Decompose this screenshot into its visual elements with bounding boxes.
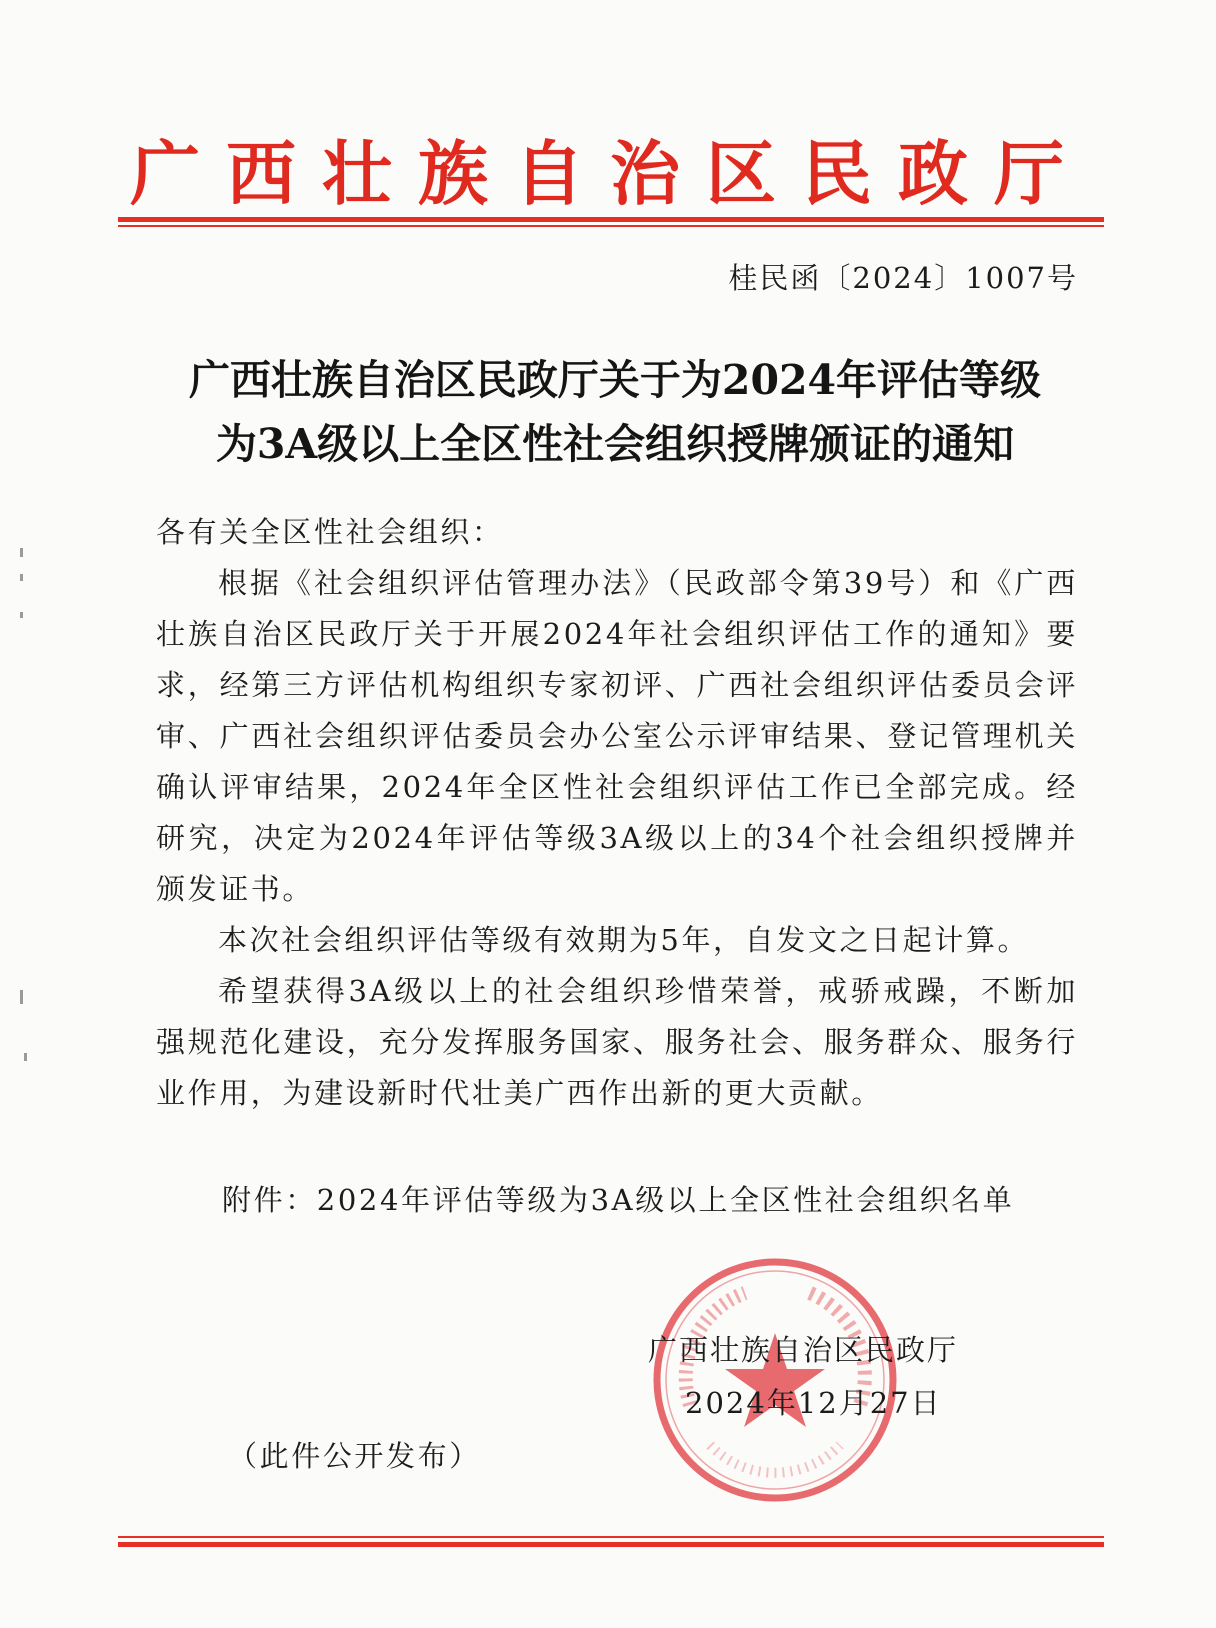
body-paragraph-2: 本次社会组织评估等级有效期为5年，自发文之日起计算。	[218, 923, 1030, 957]
title-line-2: 为3A级以上全区性社会组织授牌颁证的通知	[215, 420, 1015, 468]
document-number: 桂民函〔2024〕1007号	[728, 261, 1078, 295]
header-red-rule-thin	[118, 225, 1104, 227]
binding-hole-mark	[24, 1053, 27, 1061]
footer-red-rule-thin	[118, 1536, 1104, 1538]
body-paragraph-3: 希望获得3A级以上的社会组织珍惜荣誉，戒骄戒躁，不断加强规范化建设，充分发挥服务国家、服务社会、服务群众、服务行业作用，为建设新时代壮美广西作出新的更大贡献。	[156, 974, 1078, 1110]
title-line-1: 广西壮族自治区民政厅关于为2024年评估等级	[188, 356, 1042, 404]
binding-hole-mark	[20, 990, 23, 1004]
binding-hole-mark	[20, 612, 23, 618]
signature-date: 2024年12月27日	[685, 1386, 942, 1420]
document-title	[150, 348, 1080, 476]
binding-hole-mark	[20, 548, 23, 557]
signature-organization: 广西壮族自治区民政厅	[648, 1333, 959, 1367]
footer-red-rule-thick	[118, 1542, 1104, 1547]
attachment-line: 附件：2024年评估等级为3A级以上全区性社会组织名单	[222, 1183, 1015, 1217]
public-release-note: （此件公开发布）	[228, 1439, 481, 1473]
binding-hole-mark	[20, 574, 23, 581]
document-body	[156, 507, 1078, 1119]
body-paragraph-1: 根据《社会组织评估管理办法》（民政部令第39号）和《广西壮族自治区民政厅关于开展2024年社会组织评估工作的通知》要求，经第三方评估机构组织专家初评、广西社会组织评估委员会评审、广西社会组织评估委员会办公室公示评审结果、登记管理机关确认评审结果，2024年全区性社会组织评估工作已全部完成。经研究，决定为2024年评估等级3A级以上的34个社会组织授牌并颁发证书。	[156, 566, 1078, 906]
salutation: 各有关全区性社会组织：	[156, 515, 504, 549]
agency-header: 广西壮族自治区民政厅	[130, 133, 1090, 215]
header-red-rule-thick	[118, 217, 1104, 222]
